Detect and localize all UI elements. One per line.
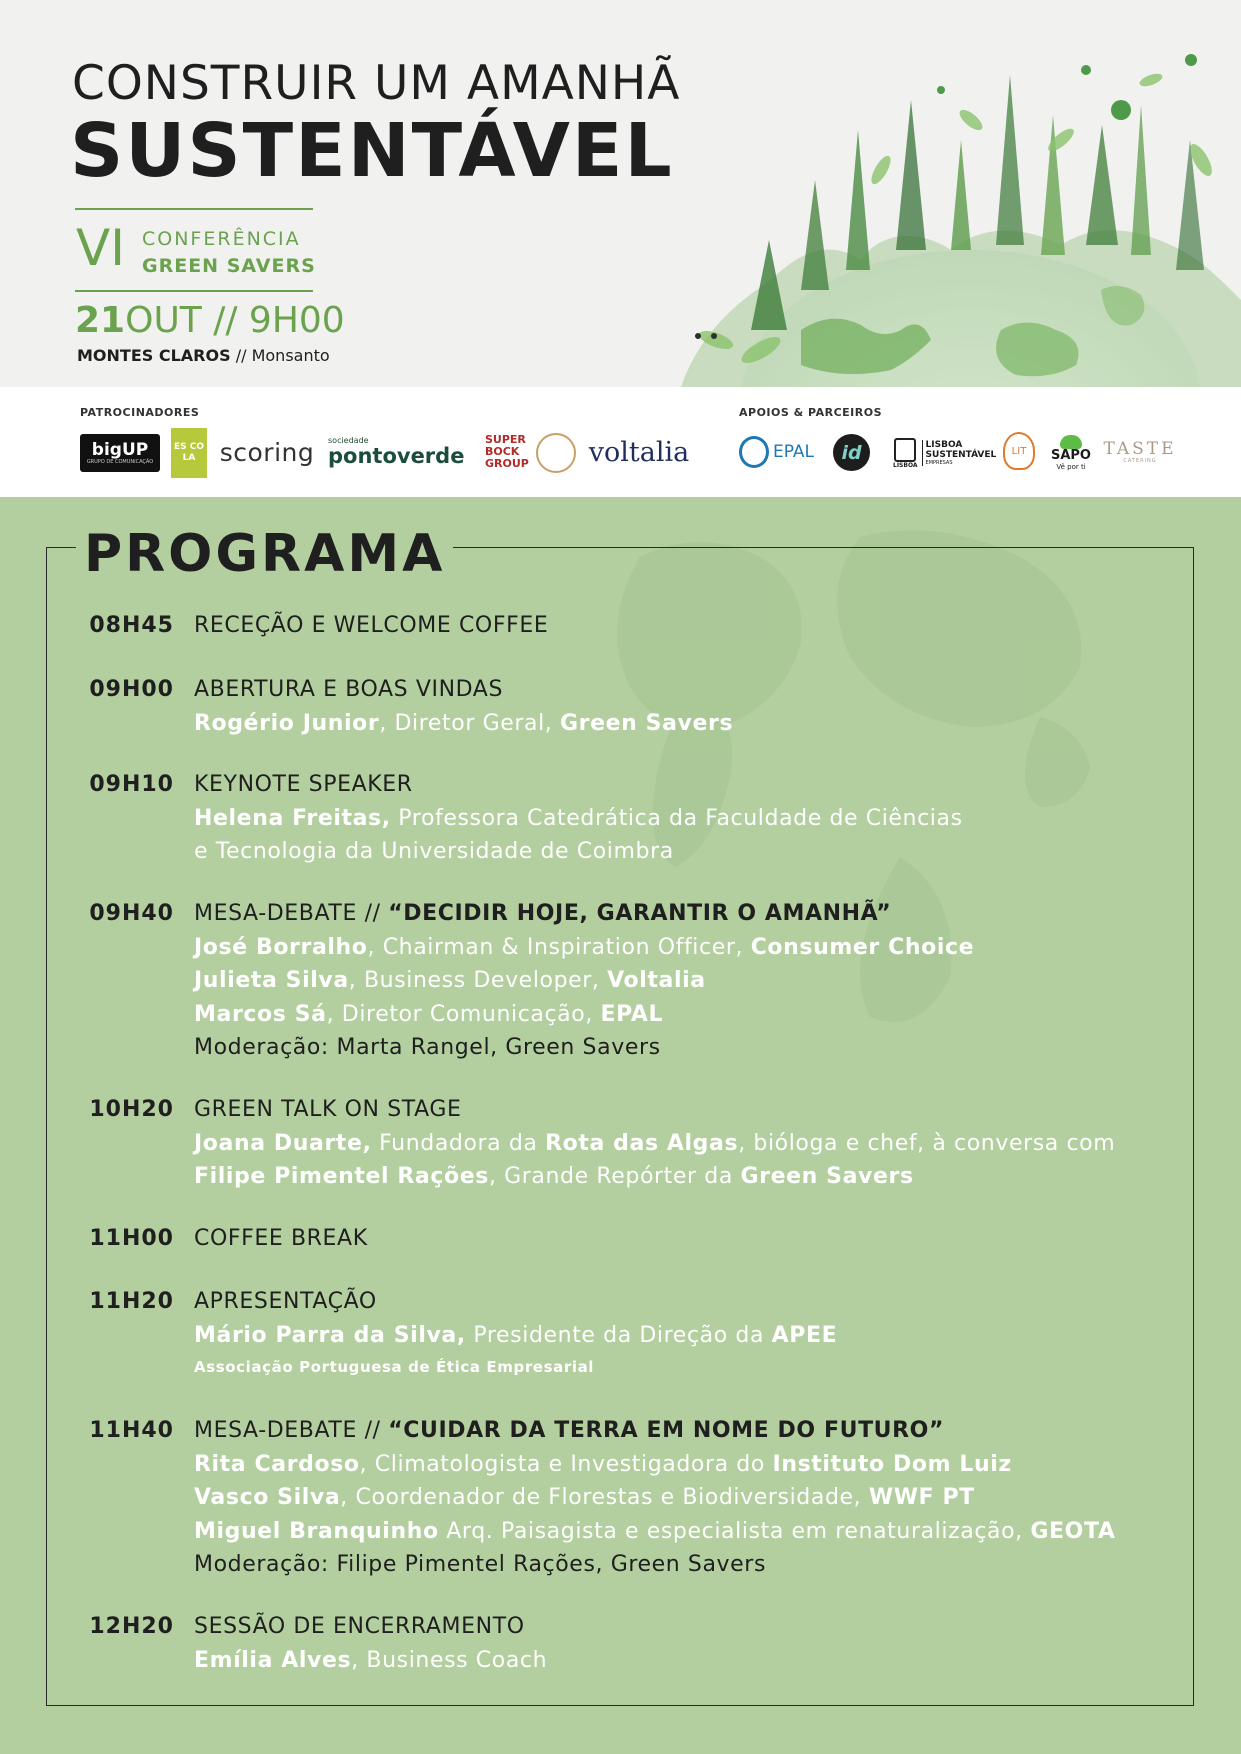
entry-time: 11H40 [89,1418,174,1443]
sapo-logo: SAPO Vê por ti [1048,431,1094,475]
date-day: 21 [75,300,126,341]
taste-logo: TASTE CATERING [1103,439,1177,464]
divider [75,290,313,292]
entry-heading: MESA-DEBATE // “DECIDIR HOJE, GARANTIR O AMANHÃ” [194,901,892,926]
sponsors-label: PATROCINADORES [80,406,200,419]
conference-label: CONFERÊNCIA [142,228,301,250]
speaker-line: Mário Parra da Silva, Presidente da Direção da APEE [194,1322,838,1348]
entry-heading: SESSÃO DE ENCERRAMENTO [194,1614,525,1639]
speaker-line: Miguel Branquinho Arq. Paisagista e especialista em renaturalização, GEOTA [194,1518,1116,1544]
entry-heading: GREEN TALK ON STAGE [194,1097,462,1122]
title-line-2: SUSTENTÁVEL [70,108,674,194]
lisboa-sustentavel-logo: LISBOA LISBOA SUSTENTÁVEL EMPRESAS [893,433,993,473]
entry-time: 09H40 [89,901,174,926]
escola-logo: ES CO LA [171,428,207,478]
seal-logo [536,433,576,473]
speaker-line: Helena Freitas, Professora Catedrática da Faculdade de Ciências [194,805,963,831]
speaker-line: Julieta Silva, Business Developer, Voltalia [194,968,706,993]
venue-name: MONTES CLAROS [77,346,231,365]
speaker-line: e Tecnologia da Universidade de Coimbra [194,839,674,864]
speaker-line: Rogério Junior, Diretor Geral, Green Savers [194,710,734,736]
entry-heading: KEYNOTE SPEAKER [194,772,413,797]
entry-heading: ABERTURA E BOAS VINDAS [194,677,504,702]
entry-heading: COFFEE BREAK [194,1226,368,1251]
lisboa-crest-icon [894,438,916,462]
moderator-line: Moderação: Marta Rangel, Green Savers [194,1035,661,1060]
lit-logo: LIT [1003,432,1035,470]
entry-time: 12H20 [89,1614,174,1639]
entry-time: 09H00 [89,677,174,702]
super-bock-group-logo: SUPER BOCK GROUP [485,433,529,470]
entry-heading: APRESENTAÇÃO [194,1289,377,1314]
entry-heading: MESA-DEBATE // “CUIDAR DA TERRA EM NOME DO FUTURO” [194,1418,945,1443]
event-date [75,300,345,341]
entry-time: 10H20 [89,1097,174,1122]
entry-time: 11H00 [89,1226,174,1251]
conference-name: GREEN SAVERS [142,255,316,277]
scoring-logo: scoring [219,437,315,467]
speaker-line: Marcos Sá, Diretor Comunicação, EPAL [194,1001,664,1027]
bigup-logo: bigUP GRUPO DE COMUNICAÇÃO [80,434,160,472]
ponto-verde-logo: sociedade pontoverde [328,435,465,468]
speaker-line: Joana Duarte, Fundadora da Rota das Algas, bióloga e chef, à conversa com [194,1130,1116,1156]
programme-title: PROGRAMA [76,522,453,586]
epal-wave-icon [739,436,769,468]
venue-location: // Monsanto [230,346,330,365]
entry-time: 08H45 [89,613,174,638]
epal-logo: EPAL [739,435,814,469]
speaker-line: Emília Alves, Business Coach [194,1647,548,1673]
entry-time: 09H10 [89,772,174,797]
header-banner [0,0,1241,387]
moderator-line: Moderação: Filipe Pimentel Rações, Green Savers [194,1552,767,1577]
id-logo: id [833,434,870,471]
entry-heading: RECEÇÃO E WELCOME COFFEE [194,613,549,638]
sponsors-strip [0,387,1241,497]
date-rest: OUT // 9H00 [125,300,345,341]
entry-time: 11H20 [89,1289,174,1314]
partners-label: APOIOS & PARCEIROS [739,406,883,419]
speaker-line: Rita Cardoso, Climatologista e Investigadora do Instituto Dom Luiz [194,1451,1012,1477]
speaker-line: José Borralho, Chairman & Inspiration Officer, Consumer Choice [194,934,975,960]
speaker-line: Filipe Pimentel Rações, Grande Repórter da Green Savers [194,1164,914,1189]
title-line-1: CONSTRUIR UM AMANHÃ [72,56,681,111]
voltalia-logo: voltalia [588,436,690,468]
event-venue [77,346,330,365]
sapo-frog-icon [1060,435,1082,449]
divider [75,208,313,210]
conference-edition: VI [76,219,125,277]
speaker-line: Vasco Silva, Coordenador de Florestas e Biodiversidade, WWF PT [194,1485,975,1510]
organisation-line: Associação Portuguesa de Ética Empresarial [194,1358,595,1376]
